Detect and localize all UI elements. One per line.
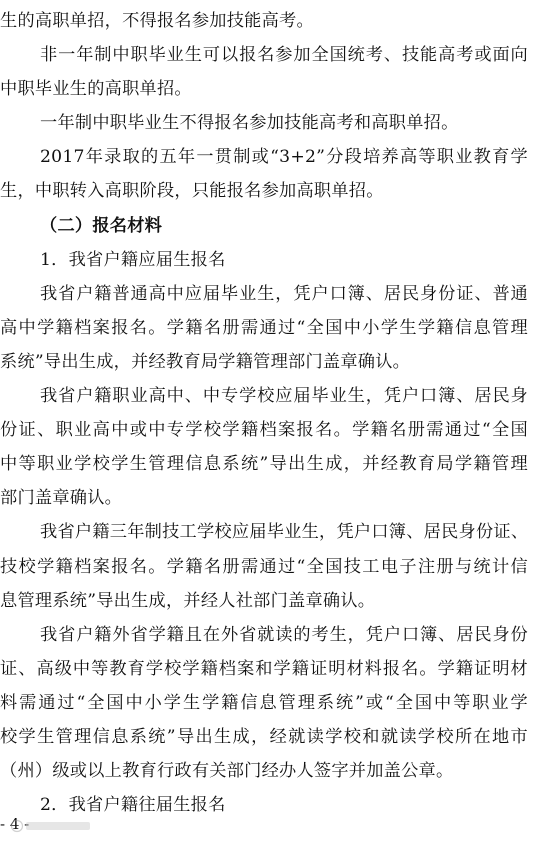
text-line: 2．我省户籍往届生报名	[40, 795, 226, 816]
text-line: 部门盖章确认。	[0, 488, 123, 509]
text-line: 技校学籍档案报名。学籍名册需通过“全国技工电子注册与统计信	[0, 556, 528, 577]
text-line: 一年制中职毕业生不得报名参加技能高考和高职单招。	[40, 113, 459, 134]
text-line: （州）级或以上教育行政有关部门经办人签字并加盖公章。	[0, 761, 454, 782]
text-line: 我省户籍外省学籍且在外省就读的考生，凭户口簿、居民身份	[40, 624, 528, 645]
text-line: 非一年制中职毕业生可以报名参加全国统考、技能高考或面向	[40, 45, 528, 66]
text-line: 我省户籍普通高中应届毕业生，凭户口簿、居民身份证、普通	[40, 283, 528, 304]
text-line: （二）报名材料	[40, 215, 163, 236]
text-line: 我省户籍三年制技工学校应届毕业生，凭户口簿、居民身份证、	[40, 522, 529, 543]
text-line: 2017年录取的五年一贯制或“3+2”分段培养高等职业教育学	[40, 147, 528, 168]
text-line: 中职毕业生的高职单招。	[0, 79, 192, 100]
text-line: 生，中职转入高职阶段，只能报名参加高职单招。	[0, 181, 384, 202]
watermark-logo	[10, 818, 94, 834]
text-line: 1．我省户籍应届生报名	[40, 249, 226, 270]
text-line: 料需通过“全国中小学生学籍信息管理系统”或“全国中等职业学	[0, 692, 528, 713]
text-line: 我省户籍职业高中、中专学校应届毕业生，凭户口簿、居民身	[40, 386, 528, 407]
text-line: 证、高级中等教育学校学籍档案和学籍证明材料报名。学籍证明材	[0, 658, 528, 679]
text-line: 系统”导出生成，并经教育局学籍管理部门盖章确认。	[0, 351, 411, 372]
document-body	[0, 4, 544, 822]
page-number: - 4 -	[0, 815, 30, 833]
text-line: 校学生管理信息系统”导出生成，经就读学校和就读学校所在地市	[0, 726, 528, 747]
text-line: 份证、职业高中或中专学校学籍档案报名。学籍名册需通过“全国	[0, 420, 528, 441]
text-line: 息管理系统”导出生成，并经人社部门盖章确认。	[0, 590, 376, 611]
text-line: 中等职业学校学生管理信息系统”导出生成，并经教育局学籍管理	[0, 454, 528, 475]
text-line: 高中学籍档案报名。学籍名册需通过“全国中小学生学籍信息管理	[0, 317, 528, 338]
text-line: 生的高职单招，不得报名参加技能高考。	[0, 11, 314, 31]
